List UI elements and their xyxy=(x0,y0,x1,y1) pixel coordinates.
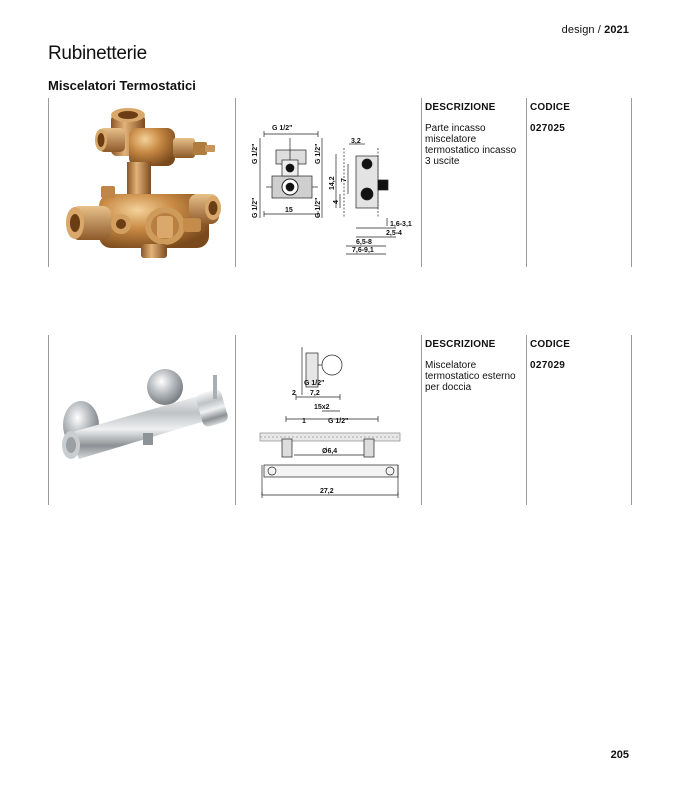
dim-length: 27,2 xyxy=(320,488,334,495)
description-header: DESCRIZIONE xyxy=(425,102,496,113)
dim-top-connection: G 1/2" xyxy=(272,125,293,132)
product-photo-shower-mixer xyxy=(49,335,235,505)
dim-side-a: 1,6-3,1 xyxy=(390,221,412,228)
product-row-027025 xyxy=(48,98,632,267)
dim-connection-2: G 1/2" xyxy=(328,418,349,425)
dim-spacing: 15x2 xyxy=(314,404,330,411)
technical-drawing-027029 xyxy=(236,335,421,505)
section-title: Miscelatori Termostatici xyxy=(48,78,196,93)
code-cell xyxy=(530,335,630,505)
dim-right-lower: G 1/2" xyxy=(315,197,322,218)
dim-left-lower: G 1/2" xyxy=(252,197,259,218)
brand-year xyxy=(562,24,629,36)
product-description: Miscelatore termostatico esterno per doccia xyxy=(425,360,516,393)
table-divider xyxy=(631,98,632,267)
dim-diameter: Ø6,4 xyxy=(322,448,338,455)
dim-side-height: 14,2 xyxy=(329,176,336,190)
dim-side-top: 3,2 xyxy=(351,138,361,145)
brand-name: design xyxy=(561,24,595,36)
product-description: Parte incasso miscelatore termostatico incasso 3 uscite xyxy=(425,123,517,167)
technical-drawing-027025 xyxy=(236,98,421,267)
dim-left-upper: G 1/2" xyxy=(252,143,259,164)
code-header: CODICE xyxy=(530,339,571,350)
catalog-year: 2021 xyxy=(604,24,629,36)
product-code: 027025 xyxy=(530,123,566,134)
table-divider xyxy=(421,335,422,505)
page-title: Rubinetterie xyxy=(48,43,147,64)
table-divider xyxy=(631,335,632,505)
brand-separator: / xyxy=(594,24,605,36)
dim-side-mid: 7 xyxy=(341,178,348,182)
product-code: 027029 xyxy=(530,360,566,371)
product-photo-valve-body xyxy=(49,98,235,267)
dim-side-d: 7,6-9,1 xyxy=(352,247,374,254)
description-header: DESCRIZIONE xyxy=(425,339,496,350)
dim-offset-small: 1 xyxy=(302,418,306,425)
description-cell xyxy=(425,98,525,267)
page-number: 205 xyxy=(610,749,629,761)
dim-side-b: 2,5-4 xyxy=(386,230,402,237)
table-divider xyxy=(421,98,422,267)
code-cell xyxy=(530,98,630,267)
dim-side-c: 6,5-8 xyxy=(356,239,372,246)
dim-left-offset: 2 xyxy=(292,390,296,397)
product-row-027029 xyxy=(48,335,632,505)
dim-connection: G 1/2" xyxy=(304,380,325,387)
table-divider xyxy=(526,98,527,267)
dim-right-upper: G 1/2" xyxy=(315,143,322,164)
table-divider xyxy=(526,335,527,505)
dim-width: 15 xyxy=(285,207,293,214)
dim-side-low: 4 xyxy=(333,200,340,204)
description-cell xyxy=(425,335,525,505)
dim-depth: 7,2 xyxy=(310,390,320,397)
code-header: CODICE xyxy=(530,102,571,113)
